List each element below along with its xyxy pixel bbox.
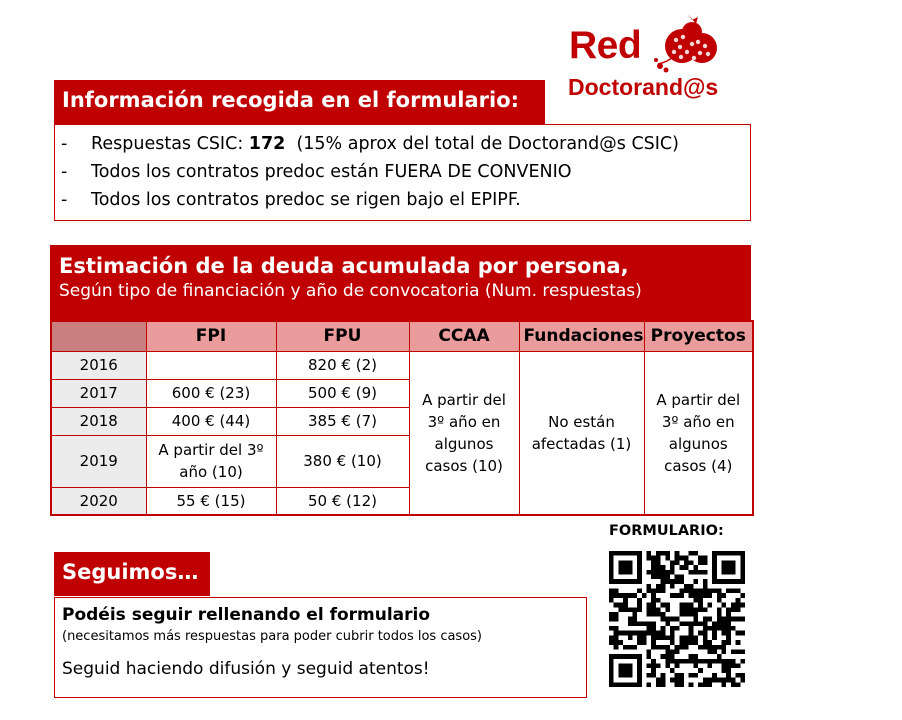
fpi-cell	[146, 351, 276, 379]
year-cell: 2017	[51, 379, 146, 407]
info-item-responses	[61, 130, 750, 158]
fpu-cell: 385 € (7)	[276, 407, 409, 435]
fpi-cell: A partir del 3º año (10)	[146, 435, 276, 487]
year-cell: 2020	[51, 487, 146, 515]
fundaciones-cell: No están afectadas (1)	[519, 351, 644, 515]
debt-table	[50, 320, 754, 516]
info-item-text: Todos los contratos predoc se rigen bajo el EPIPF.	[91, 190, 521, 210]
followup-line1: Podéis seguir rellenando el formulario	[62, 605, 431, 625]
info-section-title: Información recogida en el formulario:	[54, 80, 545, 124]
responses-label: Respuestas CSIC:	[91, 134, 249, 154]
qr-code-icon[interactable]	[609, 549, 745, 689]
info-box	[54, 124, 751, 221]
header-fpi: FPI	[146, 321, 276, 351]
bullet-dash: -	[61, 162, 68, 182]
year-cell: 2016	[51, 351, 146, 379]
header-proyectos: Proyectos	[644, 321, 753, 351]
followup-section-title: Seguimos…	[54, 552, 210, 596]
fpu-cell: 500 € (9)	[276, 379, 409, 407]
responses-count: 172	[248, 134, 286, 154]
bullet-dash: -	[61, 134, 68, 154]
logo-text-red: Red	[569, 24, 642, 67]
header-fundaciones: Fundaciones	[519, 321, 644, 351]
fpi-cell: 55 € (15)	[146, 487, 276, 515]
debt-section-subtitle: Según tipo de financiación y año de convocatoria (Num. respuestas)	[59, 281, 642, 301]
ccaa-cell: A partir del 3º año en algunos casos (10)	[409, 351, 519, 515]
header-fpu: FPU	[276, 321, 409, 351]
table-header-row	[51, 321, 753, 351]
logo	[566, 12, 746, 108]
fpu-cell: 50 € (12)	[276, 487, 409, 515]
year-cell: 2018	[51, 407, 146, 435]
debt-section-title: Estimación de la deuda acumulada por persona,	[59, 254, 629, 278]
info-item-text: Todos los contratos predoc están FUERA DE CONVENIO	[91, 162, 572, 182]
info-item-text	[91, 130, 679, 158]
fpu-cell: 820 € (2)	[276, 351, 409, 379]
proyectos-cell: A partir del 3º año en algunos casos (4)	[644, 351, 753, 515]
bullet-dash: -	[61, 190, 68, 210]
header-corner	[51, 321, 146, 351]
fpi-cell: 600 € (23)	[146, 379, 276, 407]
qr-label: FORMULARIO:	[609, 523, 724, 539]
fpi-cell: 400 € (44)	[146, 407, 276, 435]
followup-line2: Seguid haciendo difusión y seguid atentos!	[62, 659, 430, 679]
info-item-epipf	[61, 186, 750, 214]
logo-text-doctorandos: Doctorand@s	[568, 74, 719, 100]
followup-box	[54, 597, 587, 698]
fpu-cell: 380 € (10)	[276, 435, 409, 487]
table-row	[51, 351, 753, 379]
debt-section-header	[50, 245, 751, 320]
info-item-convenio	[61, 158, 750, 186]
pomegranate-icon	[652, 12, 726, 76]
followup-note: (necesitamos más respuestas para poder cubrir todos los casos)	[62, 629, 483, 644]
header-ccaa: CCAA	[409, 321, 519, 351]
year-cell: 2019	[51, 435, 146, 487]
responses-note: (15% aprox del total de Doctorand@s CSIC)	[285, 134, 679, 154]
